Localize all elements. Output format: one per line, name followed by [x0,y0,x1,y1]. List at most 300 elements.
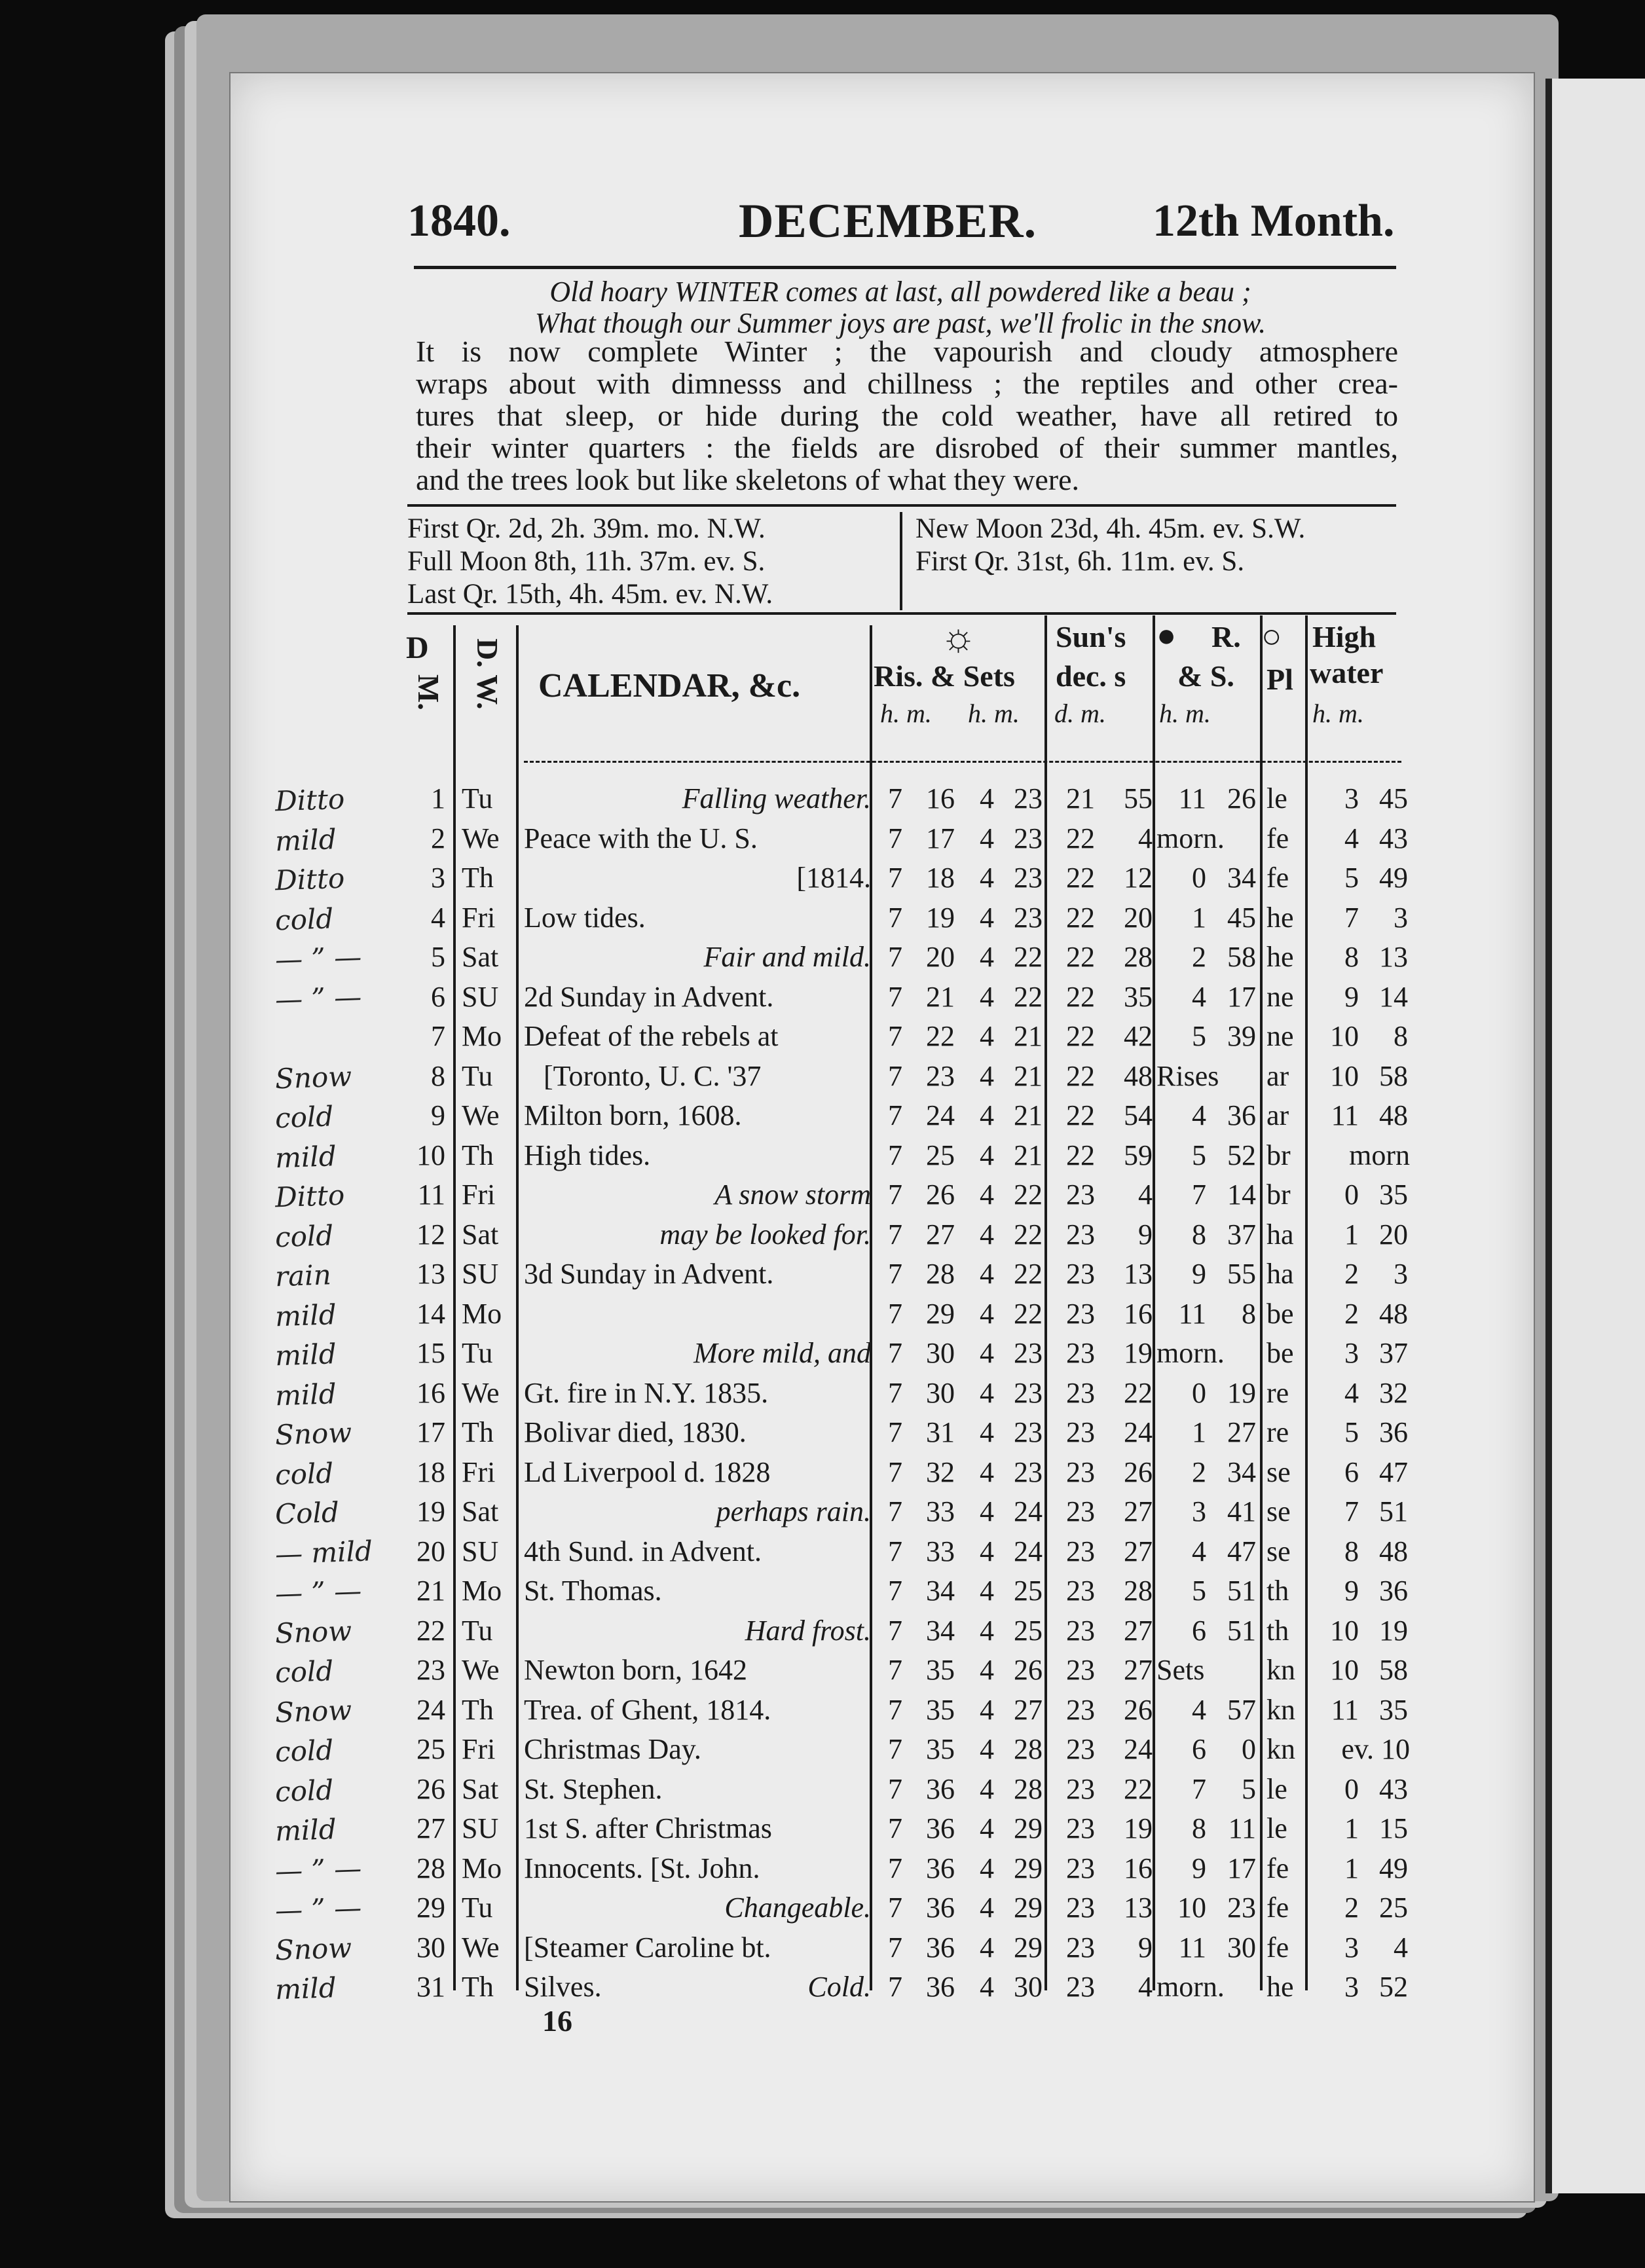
sun-rise-hour: 7 [888,1179,902,1211]
header-moon-rises-sets: & S. [1177,659,1234,693]
sun-declination-minutes: 13 [1124,1258,1153,1290]
moon-place: he [1266,941,1294,973]
sun-set-hour: 4 [980,1059,994,1092]
moon-hour: 0 [1192,862,1206,894]
handwritten-weather-note: — mild [274,1534,373,1570]
day-of-month: 31 [416,1971,445,2003]
table-row [0,1730,1645,1770]
sun-declination-minutes: 35 [1124,980,1153,1013]
moon-place: ne [1266,980,1294,1013]
phase-full-moon: Full Moon 8th, 11h. 37m. ev. S. [407,546,766,577]
sun-declination-minutes: 13 [1124,1892,1153,1924]
moon-minute: 17 [1227,1852,1256,1884]
high-water-hour: 9 [1344,980,1359,1013]
sun-declination-degrees: 23 [1066,1852,1095,1884]
table-row [0,938,1645,978]
sun-rise-hour: 7 [888,862,902,894]
day-of-month: 1 [431,782,445,814]
sun-rise-minute: 26 [926,1179,955,1211]
phase-divider [900,512,902,610]
sun-declination-minutes: 16 [1124,1297,1153,1330]
sun-rise-hour: 7 [888,1654,902,1686]
sun-declination-degrees: 23 [1066,1376,1095,1409]
sun-declination-degrees: 23 [1066,1495,1095,1527]
day-of-week: Sat [462,941,499,973]
high-water-minute: 35 [1379,1179,1408,1211]
day-of-month: 4 [431,901,445,934]
moon-minute: 14 [1227,1179,1256,1211]
sun-set-minute: 25 [1014,1575,1043,1607]
sun-rise-hour: 7 [888,1218,902,1251]
moon-hour: 5 [1192,1575,1206,1607]
sun-set-hour: 4 [980,1892,994,1924]
moon-place: he [1266,901,1294,934]
moon-place: re [1266,1416,1289,1448]
day-of-week: SU [462,1535,499,1567]
day-of-week: SU [462,1812,499,1844]
day-of-month: 24 [416,1693,445,1726]
sun-declination-degrees: 22 [1066,980,1095,1013]
sun-set-hour: 4 [980,1971,994,2003]
sun-declination-minutes: 27 [1124,1535,1153,1567]
sun-rise-minute: 36 [926,1852,955,1884]
sun-rise-minute: 35 [926,1733,955,1765]
moon-minute: 19 [1227,1376,1256,1409]
moon-rise-set-text: morn. [1156,1971,1225,2003]
day-of-week: Th [462,862,494,894]
table-row [0,1849,1645,1889]
moon-minute: 8 [1242,1297,1256,1330]
sun-rise-hour: 7 [888,1099,902,1131]
moon-hour: 0 [1192,1376,1206,1409]
calendar-note: High tides. [524,1139,651,1171]
high-water-hour: 4 [1344,1376,1359,1409]
header-calendar: CALENDAR, &c. [538,667,801,704]
sun-rise-minute: 35 [926,1693,955,1726]
sun-declination-minutes: 4 [1138,1179,1153,1211]
high-water-minute: 19 [1379,1614,1408,1647]
day-of-week: Mo [462,1575,502,1607]
handwritten-weather-note: — ” — [274,1574,363,1610]
phase-last-quarter: Last Qr. 15th, 4h. 45m. ev. N.W. [407,579,773,610]
sun-rise-minute: 25 [926,1139,955,1171]
day-of-week: We [462,1376,500,1409]
high-water-hour: 7 [1344,901,1359,934]
table-row [0,1374,1645,1414]
sun-set-minute: 21 [1014,1139,1043,1171]
unit-sun-rise: h. m. [880,699,932,728]
moon-place: th [1266,1614,1289,1647]
calendar-note: [Toronto, U. C. '37 [544,1059,762,1092]
sun-set-hour: 4 [980,1020,994,1052]
day-of-month: 6 [431,980,445,1013]
phase-first-quarter-2: First Qr. 31st, 6h. 11m. ev. S. [915,546,1245,577]
handwritten-weather-note: Snow [274,1693,352,1728]
high-water-minute: 32 [1379,1376,1408,1409]
calendar-note: Defeat of the rebels at [524,1020,779,1052]
sun-set-hour: 4 [980,941,994,973]
moon-place: he [1266,1971,1294,2003]
sun-declination-minutes: 28 [1124,1575,1153,1607]
table-row [0,1611,1645,1651]
sun-set-minute: 21 [1014,1020,1043,1052]
sun-set-minute: 29 [1014,1852,1043,1884]
sun-declination-degrees: 21 [1066,782,1095,814]
high-water-minute: 51 [1379,1495,1408,1527]
high-water-hour: 8 [1344,941,1359,973]
day-of-week: Fri [462,1455,496,1488]
handwritten-weather-note: cold [274,1100,335,1135]
sun-rise-hour: 7 [888,1852,902,1884]
handwritten-weather-note: mild [274,1377,337,1412]
sun-declination-degrees: 22 [1066,901,1095,934]
sun-declination-minutes: 12 [1124,862,1153,894]
handwritten-weather-note: cold [274,902,335,936]
sun-declination-minutes: 48 [1124,1059,1153,1092]
sun-set-hour: 4 [980,1376,994,1409]
high-water-hour: 1 [1344,1812,1359,1844]
table-row [0,1770,1645,1810]
moon-place: kn [1266,1654,1295,1686]
table-row [0,1888,1645,1928]
table-row [0,779,1645,819]
day-of-month: 7 [431,1020,445,1052]
high-water-hour: 11 [1331,1693,1359,1726]
sun-set-minute: 28 [1014,1733,1043,1765]
high-water-minute: 48 [1379,1535,1408,1567]
sun-set-hour: 4 [980,1258,994,1290]
sun-rise-hour: 7 [888,1812,902,1844]
moon-phase-rule-top [407,504,1396,507]
day-of-week: Tu [462,1892,493,1924]
high-water-hour: 9 [1344,1575,1359,1607]
prose-line-4: their winter quarters : the fields are disrobed of their summer mantles, [416,431,1398,464]
table-row [0,1532,1645,1572]
page-number: 16 [542,2004,572,2038]
sun-declination-minutes: 4 [1138,1971,1153,2003]
day-of-month: 22 [416,1614,445,1647]
high-water-hour: 1 [1344,1852,1359,1884]
high-water-hour: 10 [1330,1020,1359,1052]
day-of-week: Mo [462,1020,502,1052]
moon-minute: 52 [1227,1139,1256,1171]
day-of-month: 19 [416,1495,445,1527]
high-water-minute: 8 [1394,1020,1408,1052]
prose-line-3: tures that sleep, or hide during the cold weather, have all retired to [416,399,1398,432]
table-row [0,1254,1645,1294]
header-suns: Sun's [1056,620,1126,653]
moon-hour: 6 [1192,1614,1206,1647]
sun-rise-minute: 16 [926,782,955,814]
high-water-hour: 3 [1344,1971,1359,2003]
high-water-hour: 5 [1344,862,1359,894]
day-of-week: SU [462,980,499,1013]
moon-symbol-icon: ● [1156,617,1177,653]
moon-minute: 37 [1227,1218,1256,1251]
calendar-note: Ld Liverpool d. 1828 [524,1455,771,1488]
sun-set-hour: 4 [980,1614,994,1647]
handwritten-weather-note: Snow [274,1416,352,1452]
sun-declination-degrees: 23 [1066,1733,1095,1765]
sun-rise-hour: 7 [888,1376,902,1409]
moon-place: kn [1266,1733,1295,1765]
sun-rise-hour: 7 [888,1297,902,1330]
moon-minute: 5 [1242,1772,1256,1805]
high-water-text: morn [1349,1139,1410,1171]
high-water-hour: 0 [1344,1772,1359,1805]
sun-set-hour: 4 [980,1099,994,1131]
sun-declination-degrees: 23 [1066,1337,1095,1369]
handwritten-weather-note: — ” — [274,940,363,976]
day-of-week: Th [462,1971,494,2003]
moon-rise-set-text: morn. [1156,1337,1225,1369]
handwritten-weather-note: Ditto [274,862,346,897]
sun-declination-degrees: 23 [1066,1812,1095,1844]
sun-rise-hour: 7 [888,1258,902,1290]
moon-place: ne [1266,1020,1294,1052]
moon-place: fe [1266,862,1289,894]
moon-hour: 4 [1192,1099,1206,1131]
calendar-note: St. Thomas. [524,1575,662,1607]
moon-hour: 5 [1192,1020,1206,1052]
day-of-month: 10 [416,1139,445,1171]
high-water-hour: 6 [1344,1455,1359,1488]
sun-set-minute: 27 [1014,1693,1043,1726]
high-water-hour: 3 [1344,1337,1359,1369]
day-of-week: Tu [462,1059,493,1092]
table-row [0,1492,1645,1532]
high-water-hour: 1 [1344,1218,1359,1251]
day-of-month: 29 [416,1892,445,1924]
moon-place: re [1266,1376,1289,1409]
sun-rise-hour: 7 [888,1892,902,1924]
sun-rise-minute: 30 [926,1337,955,1369]
moon-hour: 5 [1192,1139,1206,1171]
verse-line-1: Old hoary WINTER comes at last, all powdered like a beau ; [549,276,1251,308]
table-row [0,1215,1645,1255]
unit-declination: d. m. [1054,699,1106,728]
sun-set-hour: 4 [980,1495,994,1527]
day-of-month: 3 [431,862,445,894]
sun-declination-minutes: 19 [1124,1812,1153,1844]
calendar-note: Low tides. [524,901,646,934]
table-row [0,1294,1645,1334]
sun-declination-minutes: 42 [1124,1020,1153,1052]
calendar-note: 3d Sunday in Advent. [524,1258,774,1290]
moon-hour: 9 [1192,1258,1206,1290]
header-month: DECEMBER. [739,194,1037,248]
moon-place: se [1266,1455,1291,1488]
high-water-minute: 15 [1379,1812,1408,1844]
sun-set-hour: 4 [980,1297,994,1330]
header-moon-r: R. [1211,620,1241,653]
sun-rise-hour: 7 [888,980,902,1013]
sun-set-hour: 4 [980,1772,994,1805]
day-of-month: 26 [416,1772,445,1805]
sun-set-hour: 4 [980,1455,994,1488]
sun-declination-degrees: 22 [1066,1099,1095,1131]
handwritten-weather-note: Snow [274,1059,352,1095]
sun-declination-minutes: 59 [1124,1139,1153,1171]
sun-rise-minute: 22 [926,1020,955,1052]
moon-minute: 17 [1227,980,1256,1013]
sun-declination-degrees: 23 [1066,1693,1095,1726]
sun-declination-degrees: 23 [1066,1258,1095,1290]
moon-minute: 41 [1227,1495,1256,1527]
sun-set-hour: 4 [980,862,994,894]
sun-rise-hour: 7 [888,1455,902,1488]
day-of-month: 14 [416,1297,445,1330]
header-underline [524,761,1401,763]
moon-hour: 2 [1192,1455,1206,1488]
high-water-minute: 49 [1379,862,1408,894]
moon-hour: 2 [1192,941,1206,973]
high-water-minute: 35 [1379,1693,1408,1726]
day-of-month: 11 [417,1179,445,1211]
day-of-week: We [462,1931,500,1964]
moon-place: br [1266,1139,1291,1171]
moon-rise-set-text: Rises [1156,1059,1219,1092]
high-water-minute: 4 [1394,1931,1408,1964]
high-water-minute: 49 [1379,1852,1408,1884]
sun-rise-minute: 30 [926,1376,955,1409]
sun-set-minute: 29 [1014,1931,1043,1964]
sun-rise-minute: 34 [926,1614,955,1647]
sun-declination-minutes: 19 [1124,1337,1153,1369]
handwritten-weather-note: cold [274,1456,335,1491]
day-of-month: 28 [416,1852,445,1884]
high-water-minute: 37 [1379,1337,1408,1369]
sun-declination-minutes: 54 [1124,1099,1153,1131]
sun-set-minute: 23 [1014,822,1043,854]
high-water-hour: 10 [1330,1614,1359,1647]
high-water-minute: 47 [1379,1455,1408,1488]
sun-set-hour: 4 [980,1931,994,1964]
handwritten-weather-note: Snow [274,1931,352,1966]
sun-set-hour: 4 [980,901,994,934]
high-water-minute: 43 [1379,822,1408,854]
calendar-note: A snow storm [714,1179,871,1211]
header-water: water [1310,656,1384,689]
moon-minute: 26 [1227,782,1256,814]
sun-set-hour: 4 [980,1139,994,1171]
sun-rise-hour: 7 [888,1059,902,1092]
header-place: Pl [1266,663,1293,696]
table-row [0,898,1645,938]
day-of-week: Tu [462,1337,493,1369]
handwritten-weather-note: cold [274,1655,335,1689]
sun-set-minute: 26 [1014,1654,1043,1686]
moon-hour: 8 [1192,1812,1206,1844]
day-of-month: 8 [431,1059,445,1092]
day-of-month: 2 [431,822,445,854]
sun-rise-minute: 36 [926,1772,955,1805]
handwritten-weather-note: mild [274,1813,337,1848]
sun-declination-degrees: 23 [1066,1654,1095,1686]
day-of-month: 18 [416,1455,445,1488]
table-top-rule [407,612,1396,615]
moon-place: le [1266,1812,1287,1844]
table-row [0,1096,1645,1136]
sun-declination-minutes: 22 [1124,1376,1153,1409]
table-row [0,978,1645,1017]
calendar-note: 1st S. after Christmas [524,1812,772,1844]
sun-declination-degrees: 23 [1066,1297,1095,1330]
sun-set-hour: 4 [980,1575,994,1607]
sun-set-hour: 4 [980,1416,994,1448]
sun-rise-hour: 7 [888,1337,902,1369]
calendar-note: Trea. of Ghent, 1814. [524,1693,771,1726]
sun-declination-minutes: 22 [1124,1772,1153,1805]
sun-rise-hour: 7 [888,1139,902,1171]
sun-set-minute: 23 [1014,1337,1043,1369]
sun-set-minute: 28 [1014,1772,1043,1805]
moon-place: le [1266,782,1287,814]
high-water-minute: 45 [1379,782,1408,814]
handwritten-weather-note: Ditto [274,782,346,818]
moon-minute: 23 [1227,1892,1256,1924]
sun-rise-minute: 23 [926,1059,955,1092]
header-high: High [1312,620,1377,653]
high-water-hour: 3 [1344,782,1359,814]
sun-rise-minute: 20 [926,941,955,973]
moon-place: ar [1266,1099,1289,1131]
sun-set-hour: 4 [980,1812,994,1844]
sun-declination-degrees: 23 [1066,1892,1095,1924]
sun-set-hour: 4 [980,1535,994,1567]
calendar-note: Falling weather. [682,782,871,814]
day-of-month: 25 [416,1733,445,1765]
sun-set-minute: 21 [1014,1059,1043,1092]
sun-set-minute: 23 [1014,1376,1043,1409]
calendar-note: 4th Sund. in Advent. [524,1535,762,1567]
sun-set-hour: 4 [980,980,994,1013]
moon-rise-set-text: Sets [1156,1654,1205,1686]
handwritten-weather-note: mild [274,822,337,857]
sun-declination-minutes: 28 [1124,941,1153,973]
sun-declination-minutes: 26 [1124,1455,1153,1488]
header-declination: dec. s [1056,659,1126,693]
sun-set-minute: 23 [1014,862,1043,894]
place-symbol-icon: ○ [1261,618,1282,655]
sun-set-hour: 4 [980,1693,994,1726]
sun-set-minute: 23 [1014,901,1043,934]
high-water-minute: 58 [1379,1654,1408,1686]
moon-minute: 47 [1227,1535,1256,1567]
moon-place: be [1266,1337,1294,1369]
calendar-note: [Steamer Caroline bt. [524,1931,771,1964]
calendar-note: Hard frost. [745,1614,871,1647]
calendar-note: Christmas Day. [524,1733,701,1765]
moon-hour: 11 [1178,782,1206,814]
sun-rise-hour: 7 [888,1535,902,1567]
day-of-month: 21 [416,1575,445,1607]
sun-declination-degrees: 23 [1066,1218,1095,1251]
high-water-minute: 36 [1379,1416,1408,1448]
sun-rise-minute: 36 [926,1812,955,1844]
sun-rise-hour: 7 [888,1693,902,1726]
moon-hour: 4 [1192,980,1206,1013]
day-of-month: 20 [416,1535,445,1567]
moon-hour: 1 [1192,1416,1206,1448]
calendar-note: perhaps rain. [716,1495,871,1527]
sun-set-hour: 4 [980,1337,994,1369]
sun-rise-hour: 7 [888,1614,902,1647]
calendar-note: More mild, and [693,1337,871,1369]
moon-place: fe [1266,1931,1289,1964]
table-row [0,819,1645,859]
day-of-month: 30 [416,1931,445,1964]
